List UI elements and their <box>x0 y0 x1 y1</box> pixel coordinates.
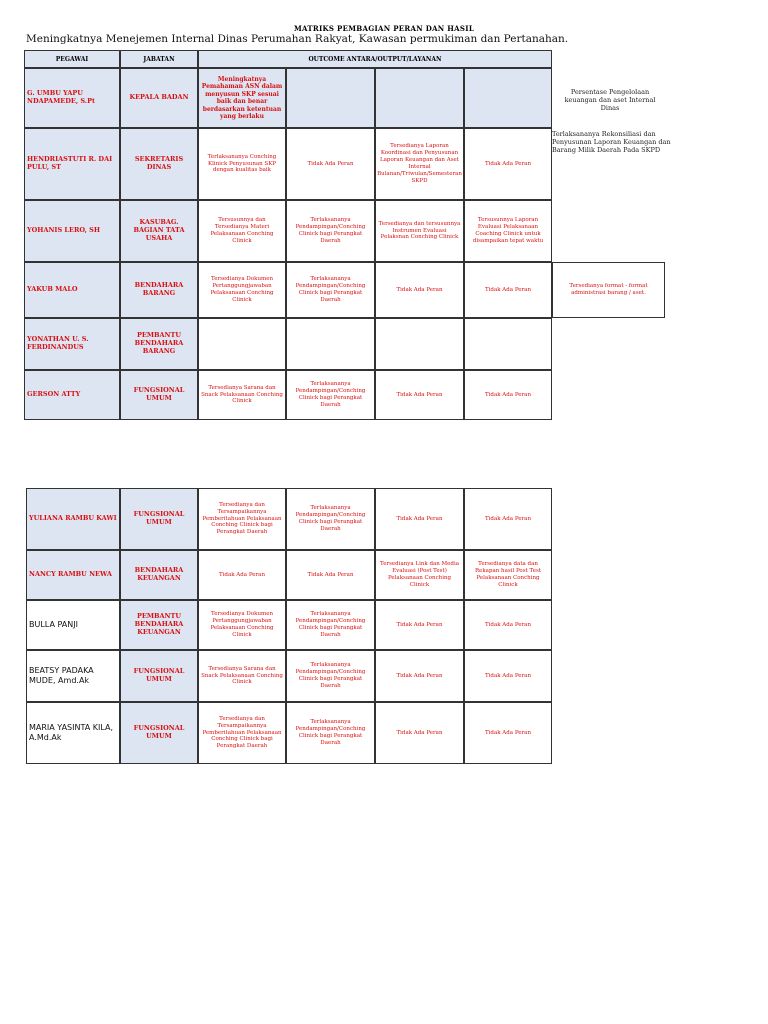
employee-position: PEMBANTU BENDAHARA BARANG <box>120 318 198 370</box>
employee-name: NANCY RAMBU NEWA <box>26 550 120 600</box>
employee-name: YONATHAN U. S. FERDINANDUS <box>24 318 120 370</box>
employee-position: FUNGSIONAL UMUM <box>120 702 198 764</box>
outcome-cell: Tidak Ada Peran <box>375 370 464 420</box>
outcome-cell: Tidak Ada Peran <box>375 702 464 764</box>
employee-position: PEMBANTU BENDAHARA KEUANGAN <box>120 600 198 650</box>
employee-position: FUNGSIONAL UMUM <box>120 370 198 420</box>
employee-name: G. UMBU YAPU NDAPAMEDE, S.Pt <box>24 68 120 128</box>
employee-name: YAKUB MALO <box>24 262 120 318</box>
outcome-cell: Tersedianya Sarana dan Snack Pelaksanaan Conching Clinick <box>198 650 286 702</box>
outcome-cell: Tidak Ada Peran <box>198 550 286 600</box>
outcome-cell: Tersedianya dan Tersampaikannya Pemberitahuan Pelaksanaan Conching Clinick bagi Perangkat Daerah <box>198 702 286 764</box>
outcome-cell <box>198 318 286 370</box>
employee-name: GERSON ATTY <box>24 370 120 420</box>
outcome-cell: Tersedianya Dokumen Pertanggungjawaban Pelaksanaan Conching Clinick <box>198 600 286 650</box>
header-outcome: OUTCOME ANTARA/OUTPUT/LAYANAN <box>198 50 552 68</box>
employee-name: MARIA YASINTA KILA, A.Md.Ak <box>26 702 120 764</box>
employee-name: YULIANA RAMBU KAWI <box>26 488 120 550</box>
outcome-cell: Terlaksananya Pendampingan/Conching Clinick bagi Perangkat Daerah <box>286 370 375 420</box>
outcome-cell: Tidak Ada Peran <box>464 262 552 318</box>
outcome-cell: Tidak Ada Peran <box>375 488 464 550</box>
outcome-cell: Tidak Ada Peran <box>464 370 552 420</box>
employee-position: SEKRETARIS DINAS <box>120 128 198 200</box>
outcome-cell <box>286 318 375 370</box>
employee-position: KASUBAG. BAGIAN TATA USAHA <box>120 200 198 262</box>
outcome-cell <box>464 318 552 370</box>
header-pegawai: PEGAWAI <box>24 50 120 68</box>
outcome-cell: Tidak Ada Peran <box>464 488 552 550</box>
outcome-cell: Tersedianya Sarana dan Snack Pelaksanaan Conching Clinick <box>198 370 286 420</box>
employee-name: YOHANIS LERO, SH <box>24 200 120 262</box>
employee-position: BENDAHARA KEUANGAN <box>120 550 198 600</box>
header-jabatan: JABATAN <box>120 50 198 68</box>
employee-position: KEPALA BADAN <box>120 68 198 128</box>
outcome-cell <box>375 68 464 128</box>
outcome-cell: Tersusunnya Laporan Evaluasi Pelaksanaan Coaching Clinick untuk disampaikan tepat waktu <box>464 200 552 262</box>
outcome-cell <box>464 68 552 128</box>
outcome-cell: Tidak Ada Peran <box>286 128 375 200</box>
outcome-cell: Tersedianya data dan Rekapan hasil Post Test Pelaksanaan Conching Clinick <box>464 550 552 600</box>
outcome-cell: Tidak Ada Peran <box>375 600 464 650</box>
outcome-cell: Tidak Ada Peran <box>375 650 464 702</box>
outcome-cell: Terlaksananya Pendampingan/Conching Clinick bagi Perangkat Daerah <box>286 702 375 764</box>
outcome-cell: Terlaksananya Pendampingan/Conching Clinick bagi Perangkat Daerah <box>286 650 375 702</box>
outcome-cell: Terlaksananya Pendampingan/Conching Clinick bagi Perangkat Daerah <box>286 200 375 262</box>
outcome-cell: Tidak Ada Peran <box>464 702 552 764</box>
outcome-cell: Tidak Ada Peran <box>464 128 552 200</box>
side-note-reconciliation: Terlaksananya Rekonsiliasi dan Penyusunan Laporan Keuangan dan Barang Milik Daerah Pada SKPD <box>552 130 671 155</box>
outcome-cell: Tersedianya Dokumen Pertanggungjawaban Pelaksanaan Conching Clinick <box>198 262 286 318</box>
outcome-cell: Tidak Ada Peran <box>375 262 464 318</box>
outcome-cell: Tidak Ada Peran <box>464 600 552 650</box>
employee-name: HENDRIASTUTI R. DAI PULU, ST <box>24 128 120 200</box>
outcome-cell: Meningkatnya Pemahaman ASN dalam menyusun SKP sesuai baik dan benar berdasarkan ketentuan yang berlaku <box>198 68 286 128</box>
outcome-cell: Tersusunnya dan Tersedianya Materi Pelaksanaan Conching Clinick <box>198 200 286 262</box>
employee-name: BEATSY PADAKA MUDE, Amd.Ak <box>26 650 120 702</box>
outcome-cell: Tidak Ada Peran <box>464 650 552 702</box>
employee-name: BULLA PANJI <box>26 600 120 650</box>
employee-position: FUNGSIONAL UMUM <box>120 650 198 702</box>
outcome-cell: Terlaksananya Pendampingan/Conching Clinick bagi Perangkat Daerah <box>286 488 375 550</box>
outcome-cell: Tersedianya Laporan Koordinasi dan Penyusunan Laporan Keuangan dan Aset Internal Bulanan/Triwulan/Semesteran SKPD <box>375 128 464 200</box>
document-title: MATRIKS PEMBAGIAN PERAN DAN HASIL <box>293 24 475 33</box>
outcome-cell <box>375 318 464 370</box>
outcome-cell <box>286 68 375 128</box>
outcome-cell: Terlaksananya Pendampingan/Conching Clinick bagi Perangkat Daerah <box>286 262 375 318</box>
outcome-cell: Tersedianya Link dan Media Evaluasi (Post Test) Pelaksanaan Conching Clinick <box>375 550 464 600</box>
side-note-format: Tersedianya format - format administrasi barang / aset. <box>552 262 665 318</box>
outcome-cell: Terlaksananya Pendampingan/Conching Clinick bagi Perangkat Daerah <box>286 600 375 650</box>
employee-position: BENDAHARA BARANG <box>120 262 198 318</box>
document-subtitle: Meningkatnya Menejemen Internal Dinas Perumahan Rakyat, Kawasan permukiman dan Pertanahan. <box>26 33 569 45</box>
outcome-cell: Tersedianya dan Tersampaikannya Pemberitahuan Pelaksanaan Conching Clinick bagi Perangkat Daerah <box>198 488 286 550</box>
employee-position: FUNGSIONAL UMUM <box>120 488 198 550</box>
outcome-cell: Tidak Ada Peran <box>286 550 375 600</box>
outcome-cell: Tersedianya dan tersusunnya Instrumen Evaluasi Pelaksnan Conching Clinick <box>375 200 464 262</box>
side-note-percentage: Persentase Pengelolaan keuangan dan aset Internal Dinas <box>564 87 656 113</box>
outcome-cell: Terlaksananya Conching Klinick Penyusunan SKP dengan kualitas baik <box>198 128 286 200</box>
